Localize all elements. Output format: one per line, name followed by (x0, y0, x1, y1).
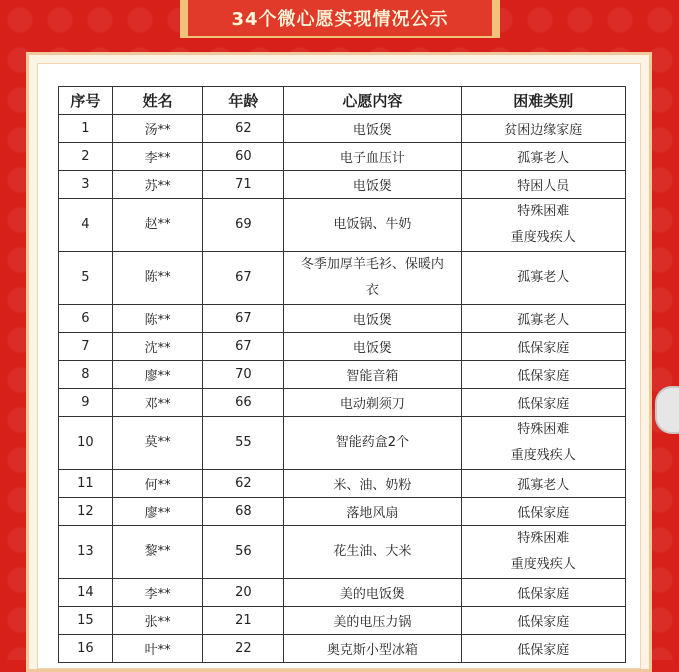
table-row (59, 417, 626, 470)
table-row (59, 171, 626, 199)
row-no: 8 (59, 361, 113, 389)
category-line-1: 低保家庭 (517, 587, 570, 602)
category-line-1: 低保家庭 (517, 341, 570, 356)
row-category (461, 389, 625, 417)
category-line-1: 特殊困难 (517, 422, 570, 437)
row-wish: 电饭煲 (284, 305, 461, 333)
row-name: 何** (112, 470, 203, 498)
row-name: 李** (112, 143, 203, 171)
row-name: 李** (112, 579, 203, 607)
row-category (461, 607, 625, 635)
row-no: 11 (59, 470, 113, 498)
row-wish: 奥克斯小型冰箱 (284, 635, 461, 663)
row-name: 苏** (112, 171, 203, 199)
row-no: 4 (59, 199, 113, 252)
header-wish: 心愿内容 (284, 87, 461, 115)
row-category (461, 252, 625, 305)
table-row (59, 526, 626, 579)
table-row (59, 607, 626, 635)
category-line-1: 低保家庭 (517, 615, 570, 630)
category-line-2: 重度残疾人 (510, 557, 576, 572)
category-line-2: 重度残疾人 (510, 230, 576, 245)
row-wish: 美的电压力锅 (284, 607, 461, 635)
row-no: 15 (59, 607, 113, 635)
row-age: 62 (203, 470, 284, 498)
row-age: 66 (203, 389, 284, 417)
row-category (461, 526, 625, 579)
table-row (59, 361, 626, 389)
row-wish: 电饭煲 (284, 171, 461, 199)
row-name: 赵** (112, 199, 203, 252)
category-line-2: 重度残疾人 (510, 448, 576, 463)
row-wish: 智能药盒2个 (284, 417, 461, 470)
row-no: 12 (59, 498, 113, 526)
row-name: 黎** (112, 526, 203, 579)
table-row (59, 498, 626, 526)
header-name: 姓名 (112, 87, 203, 115)
row-name: 邓** (112, 389, 203, 417)
row-wish: 电饭锅、牛奶 (284, 199, 461, 252)
row-age: 20 (203, 579, 284, 607)
row-wish: 电饭煲 (284, 333, 461, 361)
row-no: 7 (59, 333, 113, 361)
table-body (59, 115, 626, 663)
row-category (461, 635, 625, 663)
row-age: 67 (203, 305, 284, 333)
table-row (59, 579, 626, 607)
table-row (59, 305, 626, 333)
floating-side-button[interactable] (655, 386, 679, 434)
table-row (59, 252, 626, 305)
row-name: 陈** (112, 252, 203, 305)
category-line-1: 特殊困难 (517, 531, 570, 546)
row-age: 68 (203, 498, 284, 526)
row-category (461, 143, 625, 171)
row-age: 71 (203, 171, 284, 199)
row-wish: 美的电饭煲 (284, 579, 461, 607)
table-row (59, 143, 626, 171)
category-line-1: 低保家庭 (517, 397, 570, 412)
row-no: 1 (59, 115, 113, 143)
row-category (461, 171, 625, 199)
row-category (461, 498, 625, 526)
content-panel (26, 52, 652, 672)
row-category (461, 333, 625, 361)
row-no: 6 (59, 305, 113, 333)
page-title: 34个微心愿实现情况公示 (231, 9, 449, 30)
row-wish: 冬季加厚羊毛衫、保暖内衣 (284, 252, 461, 305)
header-category: 困难类别 (461, 87, 625, 115)
category-line-1: 孤寡老人 (517, 313, 570, 328)
row-age: 70 (203, 361, 284, 389)
row-wish: 花生油、大米 (284, 526, 461, 579)
header-age: 年龄 (203, 87, 284, 115)
row-age: 67 (203, 252, 284, 305)
row-wish: 智能音箱 (284, 361, 461, 389)
row-wish: 电动剃须刀 (284, 389, 461, 417)
category-line-1: 低保家庭 (517, 369, 570, 384)
table-row (59, 389, 626, 417)
row-no: 16 (59, 635, 113, 663)
row-category (461, 199, 625, 252)
row-age: 55 (203, 417, 284, 470)
content-panel-inner (37, 63, 641, 669)
category-line-1: 低保家庭 (517, 506, 570, 521)
row-no: 3 (59, 171, 113, 199)
table-row (59, 333, 626, 361)
row-name: 张** (112, 607, 203, 635)
row-category (461, 417, 625, 470)
row-age: 60 (203, 143, 284, 171)
row-category (461, 305, 625, 333)
row-category (461, 115, 625, 143)
row-name: 沈** (112, 333, 203, 361)
row-no: 9 (59, 389, 113, 417)
row-age: 56 (203, 526, 284, 579)
row-age: 67 (203, 333, 284, 361)
row-no: 5 (59, 252, 113, 305)
category-line-1: 孤寡老人 (517, 270, 570, 285)
wish-table (58, 86, 626, 663)
table-row (59, 115, 626, 143)
row-age: 21 (203, 607, 284, 635)
row-category (461, 470, 625, 498)
row-no: 14 (59, 579, 113, 607)
row-name: 汤** (112, 115, 203, 143)
table-row (59, 635, 626, 663)
category-line-1: 孤寡老人 (517, 151, 570, 166)
row-age: 22 (203, 635, 284, 663)
row-no: 13 (59, 526, 113, 579)
row-category (461, 579, 625, 607)
row-no: 2 (59, 143, 113, 171)
table-row (59, 470, 626, 498)
row-age: 69 (203, 199, 284, 252)
row-no: 10 (59, 417, 113, 470)
page-title-banner (186, 0, 494, 38)
row-name: 陈** (112, 305, 203, 333)
category-line-1: 特困人员 (517, 179, 570, 194)
category-line-1: 孤寡老人 (517, 478, 570, 493)
row-wish: 米、油、奶粉 (284, 470, 461, 498)
row-age: 62 (203, 115, 284, 143)
row-name: 莫** (112, 417, 203, 470)
table-row (59, 199, 626, 252)
header-no: 序号 (59, 87, 113, 115)
row-category (461, 361, 625, 389)
row-name: 叶** (112, 635, 203, 663)
row-wish: 电饭煲 (284, 115, 461, 143)
row-wish: 落地风扇 (284, 498, 461, 526)
category-line-1: 低保家庭 (517, 643, 570, 658)
row-name: 廖** (112, 498, 203, 526)
row-name: 廖** (112, 361, 203, 389)
table-header-row (59, 87, 626, 115)
category-line-1: 贫困边缘家庭 (504, 123, 583, 138)
row-wish: 电子血压计 (284, 143, 461, 171)
category-line-1: 特殊困难 (517, 204, 570, 219)
